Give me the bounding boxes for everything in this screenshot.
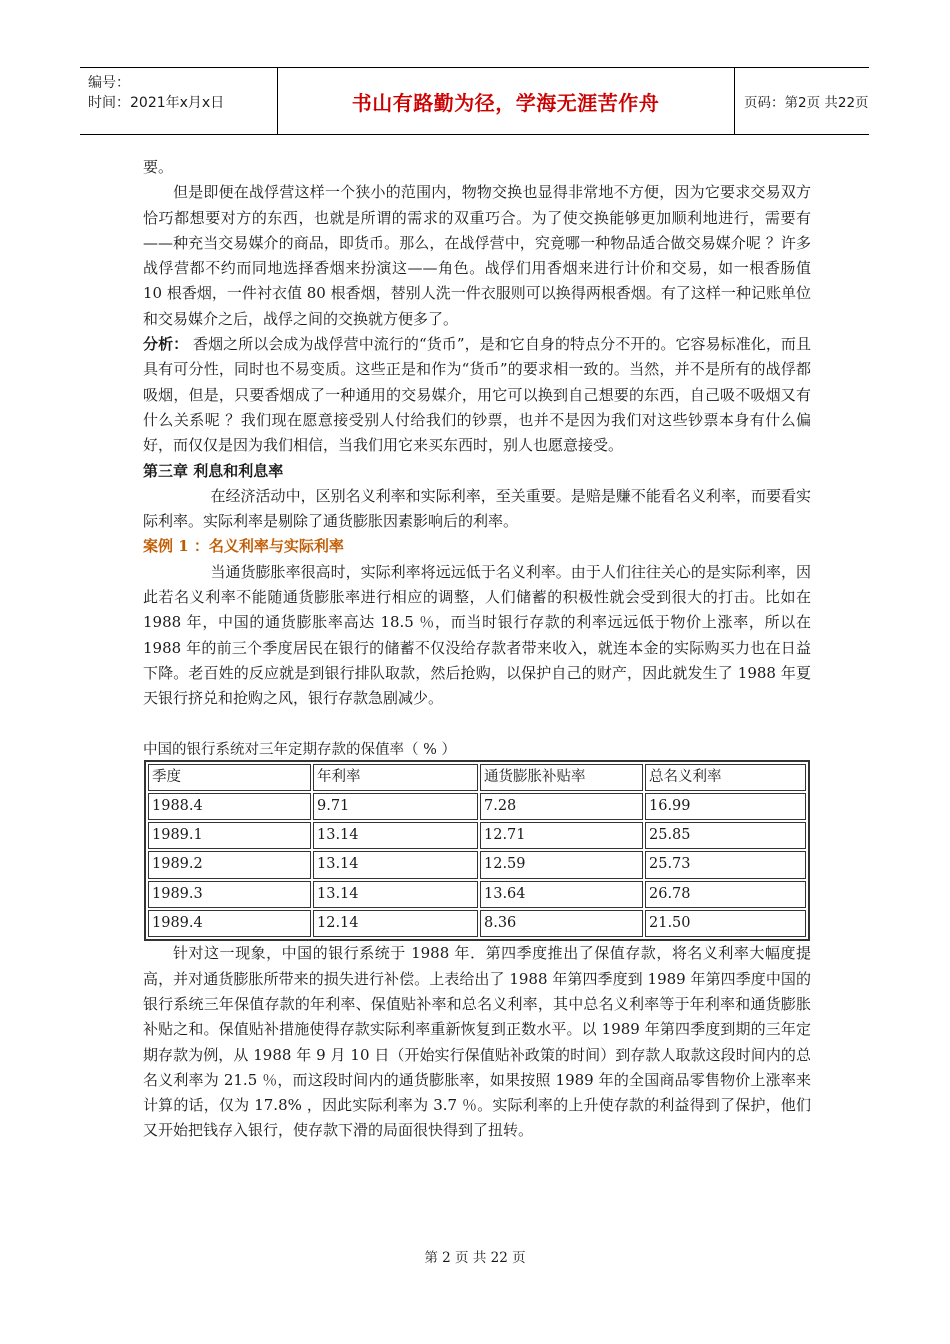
table-row	[148, 881, 806, 908]
table-row	[148, 793, 806, 820]
paragraph-indexed-deposits: 针对这一现象，中国的银行系统于 1988 年．第四季度推出了保值存款，将名义利率大幅度提高，并对通货膨胀所带来的损失进行补偿。上表给出了 1988 年第四季度到 1989 年第四季度中国的银行系统三年保值存款的年利率、保值贴补率和总名义利率，其中总名义利率等于年利率和通货膨胀补贴之和。保值贴补措施使得存款实际利率重新恢复到正数水平。以 1989 年第四季度到期的三年定期存款为例，从 1988 年 9 月 10 日（开始实行保值贴补政策的时间）到存款人取款这段时间内的总名义利率为 21.5 ％，而这段时间内的通货膨胀率，如果按照 1989 年的全国商品零售物价上涨率来计算的话，仅为 17.8% ，因此实际利率为 3.7 ％。实际利率的上升使存款的利益得到了保护，他们又开始把钱存入银行，使存款下滑的局面很快得到了扭转。	[143, 944, 811, 1140]
table-cell: 9.71	[313, 793, 478, 820]
analysis-text: 香烟之所以会成为战俘营中流行的“货币”，是和它自身的特点分不开的。它容易标准化，而且具有可分性，同时也不易变质。这些正是和作为“货币”的要求相一致的。当然，并不是所有的战俘都吸烟，但是，只要香烟成了一种通用的交易媒介，用它可以换到自己想要的东西，自己吸不吸烟又有什么关系呢 ？我们现在愿意接受别人付给我们的钞票，也并不是因为我们对这些钞票本身有什么偏好，而仅仅是因为我们相信，当我们用它来买东西时，别人也愿意接受。	[143, 335, 811, 455]
table-cell: 1989.3	[148, 881, 311, 908]
page-header	[80, 67, 869, 135]
table-cell: 16.99	[645, 793, 806, 820]
table-cell: 1988.4	[148, 793, 311, 820]
table-cell: 13.14	[313, 881, 478, 908]
table-row	[148, 822, 806, 849]
paragraph-continuation: 要。	[143, 158, 174, 176]
table-cell: 1989.4	[148, 910, 311, 937]
table-cell: 12.14	[313, 910, 478, 937]
date-label: 时间：2021年x月x日	[88, 95, 225, 111]
number-label: 编号：	[88, 75, 130, 91]
document-body	[143, 155, 811, 1144]
table-header-cell: 年利率	[313, 764, 478, 791]
interest-rate-table	[144, 760, 810, 942]
paragraph-barter: 但是即便在战俘营这样一个狭小的范围内，物物交换也显得非常地不方便，因为它要求交易双方恰巧都想要对方的东西，也就是所谓的需求的双重巧合。为了使交换能够更加顺利地进行，需要有——种充当交易媒介的商品，即货币。那么，在战俘营中，究竟哪一种物品适合做交易媒介呢 ？许多战俘营都不约而同地选择香烟来扮演这——角色。战俘们用香烟来进行计价和交易，如一根香肠值 10 根香烟，一件衬衣值 80 根香烟，替别人洗一件衣服则可以换得两根香烟。有了这样一种记账单位和交易媒介之后，战俘之间的交换就方便多了。	[143, 183, 811, 328]
table-cell: 1989.2	[148, 851, 311, 878]
table-cell: 13.64	[480, 881, 643, 908]
table-cell: 12.59	[480, 851, 643, 878]
table-header-cell: 总名义利率	[645, 764, 806, 791]
table-cell: 21.50	[645, 910, 806, 937]
chapter-title: 第三章 利息和利息率	[143, 461, 284, 480]
case-title: 案例 1 ：名义利率与实际利率	[143, 537, 344, 556]
table-caption: 中国的银行系统对三年定期存款的保值率（ % ）	[143, 741, 456, 758]
table-header-row	[148, 764, 806, 791]
table-cell: 7.28	[480, 793, 643, 820]
table-header-cell: 通货膨胀补贴率	[480, 764, 643, 791]
table-cell: 26.78	[645, 881, 806, 908]
header-meta	[80, 68, 278, 134]
table-cell: 25.85	[645, 822, 806, 849]
page-footer: 第 2 页 共 22 页	[424, 1250, 526, 1266]
table-cell: 25.73	[645, 851, 806, 878]
table-row	[148, 910, 806, 937]
table-row	[148, 851, 806, 878]
table-cell: 13.14	[313, 822, 478, 849]
table-cell: 12.71	[480, 822, 643, 849]
table-cell: 8.36	[480, 910, 643, 937]
table-cell: 13.14	[313, 851, 478, 878]
analysis-label: 分析：	[143, 335, 189, 354]
table-cell: 1989.1	[148, 822, 311, 849]
table-header-cell: 季度	[148, 764, 311, 791]
paragraph-case: 当通货膨胀率很高时，实际利率将远远低于名义利率。由于人们往往关心的是实际利率，因此若名义利率不能随通货膨胀率进行相应的调整，人们储蓄的积极性就会受到很大的打击。比如在 1988 年，中国的通货膨胀率高达 18.5 ％，而当时银行存款的利率远远低于物价上涨率，所以在 1988 年的前三个季度居民在银行的储蓄不仅没给存款者带来收入，就连本金的实际购买力也在日益下降。老百姓的反应就是到银行排队取款，然后抢购，以保护自己的财产，因此就发生了 1988 年夏天银行挤兑和抢购之风，银行存款急剧减少。	[143, 562, 811, 708]
header-motto: 书山有路勤为径，学海无涯苦作舟	[277, 68, 735, 134]
header-page-number: 页码：第2页 共22页	[744, 95, 869, 111]
paragraph-interest-intro: 在经济活动中，区别名义利率和实际利率，至关重要。是赔是赚不能看名义利率，而要看实际利率。实际利率是剔除了通货膨胀因素影响后的利率。	[143, 486, 811, 531]
paragraph-analysis	[143, 332, 811, 458]
